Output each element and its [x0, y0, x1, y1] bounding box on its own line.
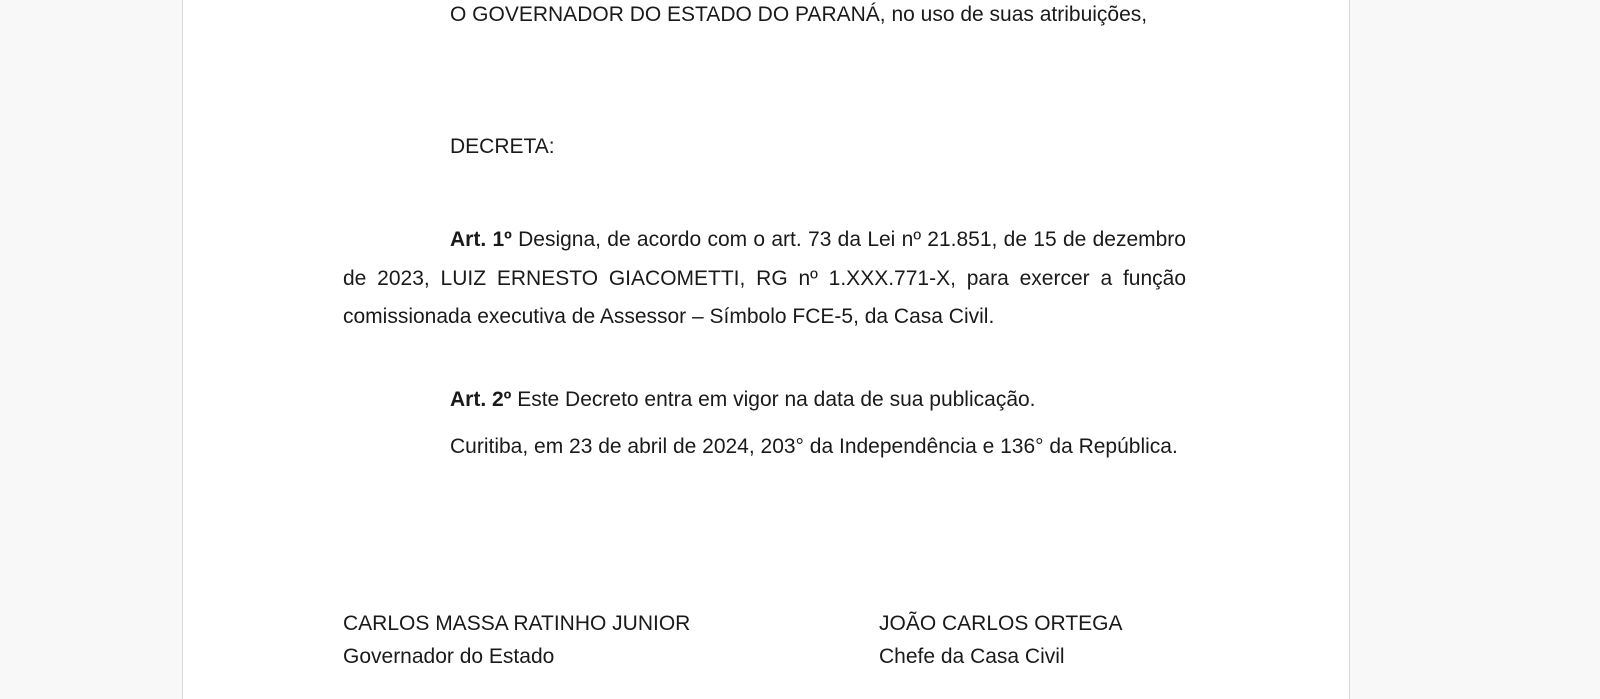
article-2-paragraph: [343, 381, 1186, 420]
article-1-text: Designa, de acordo com o art. 73 da Lei nº 21.851, de 15 de dezembro de 2023, LUIZ ERNESTO GIACOMETTI, RG nº 1.XXX.771-X, para exercer a função comissionada executiva de Assessor – Símbolo FCE-5, da Casa Civil.: [343, 228, 1186, 328]
signature-chief-of-staff: [879, 607, 1123, 673]
signature-role: Governador do Estado: [343, 645, 555, 668]
article-2-label: Art. 2º: [450, 388, 512, 411]
signature-name: CARLOS MASSA RATINHO JUNIOR: [343, 612, 691, 635]
signature-governor: [343, 607, 690, 673]
closing-paragraph: Curitiba, em 23 de abril de 2024, 203° da Independência e 136° da República.: [450, 435, 1178, 458]
preamble-paragraph: O GOVERNADOR DO ESTADO DO PARANÁ, no uso de suas atribuições,: [450, 3, 1148, 26]
article-1-paragraph: [343, 221, 1186, 337]
article-2-text: Este Decreto entra em vigor na data de sua publicação.: [517, 388, 1036, 411]
signature-name: JOÃO CARLOS ORTEGA: [879, 612, 1123, 635]
document-page: [182, 0, 1350, 699]
decreta-heading: DECRETA:: [450, 135, 555, 158]
signature-role: Chefe da Casa Civil: [879, 645, 1065, 668]
article-1-label: Art. 1º: [450, 228, 512, 251]
